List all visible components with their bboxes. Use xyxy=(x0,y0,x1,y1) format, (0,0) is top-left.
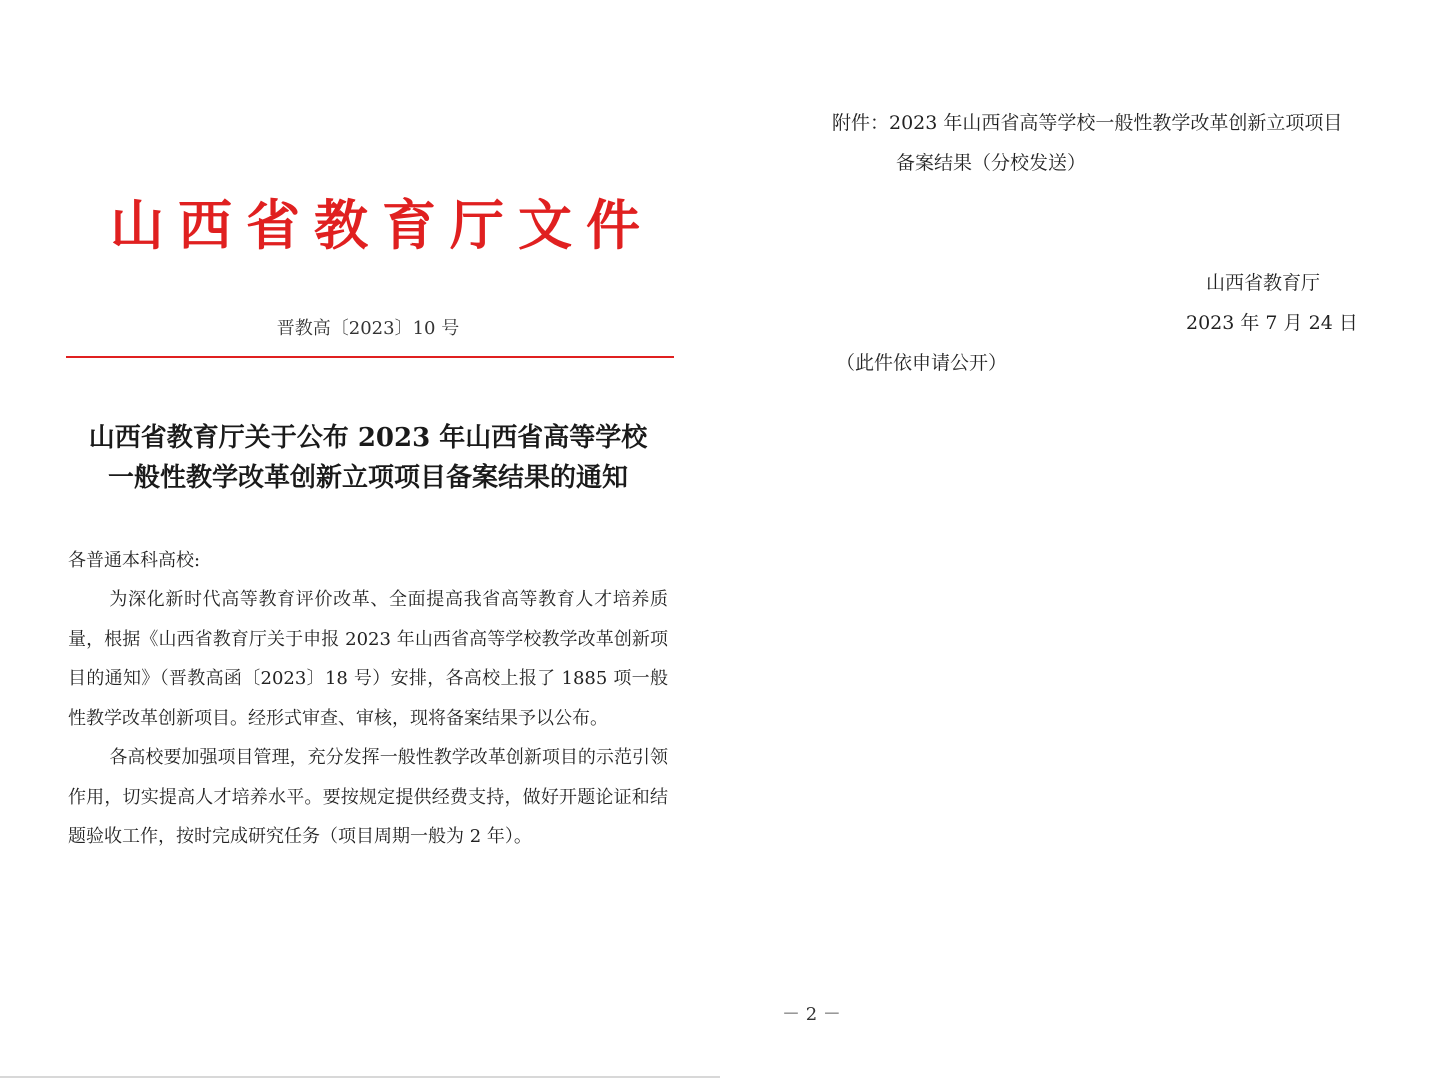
body-paragraph-1: 为深化新时代高等教育评价改革、全面提高我省高等教育人才培养质量，根据《山西省教育厅关于申报 2023 年山西省高等学校教学改革创新项目的通知》（晋教高函〔2023〕18 号）安排，各高校上报了 1885 项一般性教学改革创新项目。经形式审查、审核，现将备案结果予以公布。 xyxy=(68,589,668,729)
disclosure-note: （此件依申请公开） xyxy=(836,352,1008,374)
page-number: － 2 － xyxy=(782,1004,841,1025)
body-paragraph-2: 各高校要加强项目管理，充分发挥一般性教学改革创新项目的示范引领作用，切实提高人才培养水平。要按规定提供经费支持，做好开题论证和结题验收工作，按时完成研究任务（项目周期一般为 2 年）。 xyxy=(68,747,668,847)
notice-title xyxy=(0,418,736,498)
attachment-line-1: 附件：2023 年山西省高等学校一般性教学改革创新立项项目 xyxy=(832,112,1343,134)
document-number: 晋教高〔2023〕10 号 xyxy=(276,318,460,339)
body-text xyxy=(68,580,668,857)
right-page xyxy=(720,0,1440,1080)
page-bottom-divider xyxy=(0,1076,720,1078)
red-separator-rule xyxy=(66,356,674,358)
salutation: 各普通本科高校: xyxy=(68,550,201,571)
document-header-title: 山西省教育厅文件 xyxy=(110,193,654,257)
issuer-name: 山西省教育厅 xyxy=(1206,272,1321,294)
issue-date: 2023 年 7 月 24 日 xyxy=(1186,312,1358,334)
notice-title-line-1: 山西省教育厅关于公布 2023 年山西省高等学校 xyxy=(88,423,648,453)
attachment-line-2: 备案结果（分校发送） xyxy=(896,152,1087,174)
notice-title-line-2: 一般性教学改革创新立项项目备案结果的通知 xyxy=(107,463,628,493)
